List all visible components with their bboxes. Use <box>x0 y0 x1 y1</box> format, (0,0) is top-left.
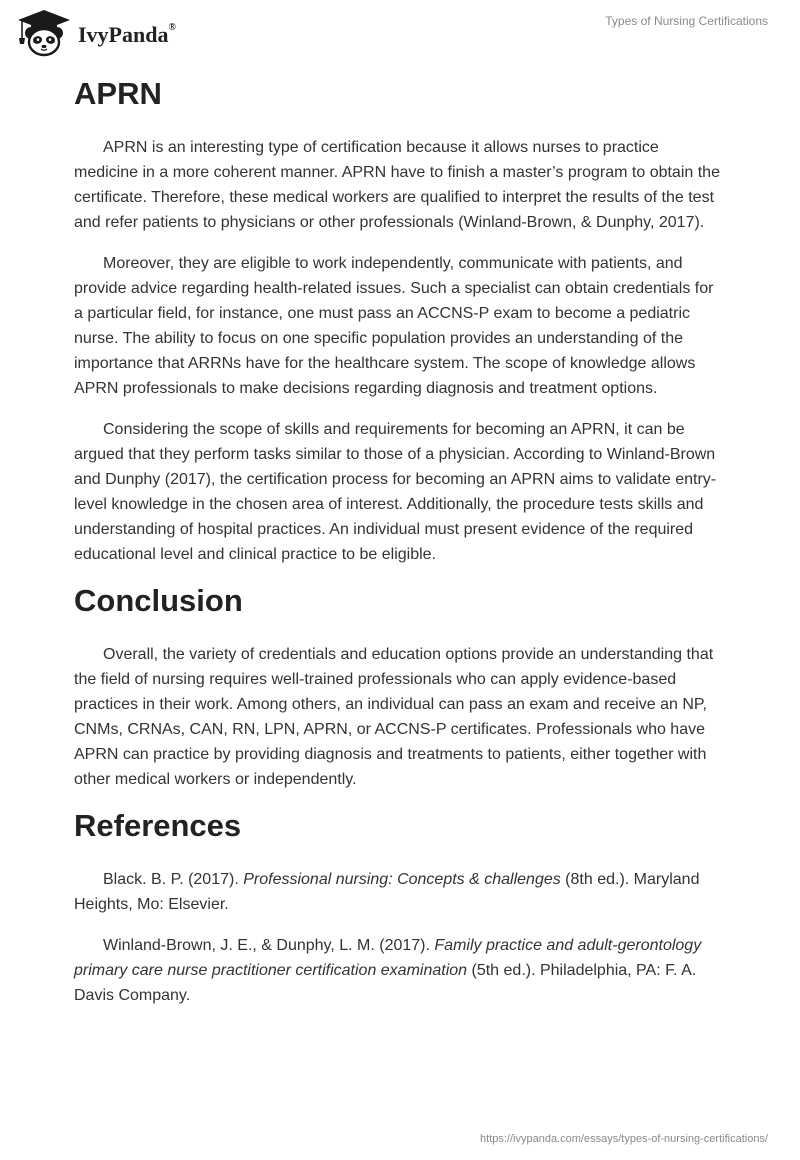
reference-title: Family practice and adult-gerontology primary care nurse practitioner certification examination <box>74 937 702 979</box>
document-body <box>74 70 726 1008</box>
paragraph: APRN is an interesting type of certification because it allows nurses to practice medicine in a more coherent manner. APRN have to finish a master’s program to obtain the certificate. Therefore, these medical workers are qualified to interpret the results of the test and refer patients to physicians or other professionals (Winland-Brown, & Dunphy, 2017). <box>74 139 720 231</box>
page-header <box>0 0 800 70</box>
reference-title: Professional nursing: Concepts & challenges <box>243 871 561 888</box>
running-title: Types of Nursing Certifications <box>605 14 768 28</box>
paragraph: Considering the scope of skills and requirements for becoming an APRN, it can be argued that they perform tasks similar to those of a physician. According to Winland-Brown and Dunphy (2017), the certification process for becoming an APRN aims to validate entry-level knowledge in the chosen area of interest. Additionally, the procedure tests skills and understanding of hospital practices. An individual must present evidence of the required educational level and clinical practice to be eligible. <box>74 421 717 563</box>
paragraph: Overall, the variety of credentials and education options provide an understanding that the field of nursing requires well-trained professionals who can apply evidence-based practices in their work. Among others, an individual can pass an exam and receive an NP, CNMs, CRNAs, CAN, RN, LPN, APRN, or ACCNS-P certificates. Professionals who have APRN can practice by providing diagnosis and treatments to patients, either together with other medical workers or independently. <box>74 646 714 788</box>
panda-graduate-icon <box>14 8 74 58</box>
brand-name: IvyPanda® <box>78 21 176 47</box>
reference-publisher: (8th ed.). Maryland Heights, Mo: Elsevier. <box>74 871 700 913</box>
registered-mark: ® <box>168 21 176 33</box>
reference-entry <box>74 933 726 1008</box>
section-heading-conclusion: Conclusion <box>74 583 243 618</box>
ivypanda-logo[interactable] <box>14 8 176 58</box>
source-url-link[interactable]: https://ivypanda.com/essays/types-of-nursing-certifications/ <box>480 1133 768 1145</box>
reference-authors: Black. B. P. (2017). <box>103 871 244 888</box>
reference-authors: Winland-Brown, J. E., & Dunphy, L. M. (2017). <box>103 937 435 954</box>
reference-entry <box>74 867 726 917</box>
reference-publisher: (5th ed.). Philadelphia, PA: F. A. Davis Company. <box>74 962 697 1004</box>
paragraph: Moreover, they are eligible to work independently, communicate with patients, and provide advice regarding health-related issues. Such a specialist can obtain credentials for a particular field, for instance, one must pass an ACCNS-P exam to become a pediatric nurse. The ability to focus on one specific population provides an understanding of the importance that ARRNs have for the healthcare system. The scope of knowledge allows APRN professionals to make decisions regarding diagnosis and treatment options. <box>74 255 714 397</box>
section-heading-aprn: APRN <box>74 76 162 111</box>
section-heading-references: References <box>74 808 242 843</box>
